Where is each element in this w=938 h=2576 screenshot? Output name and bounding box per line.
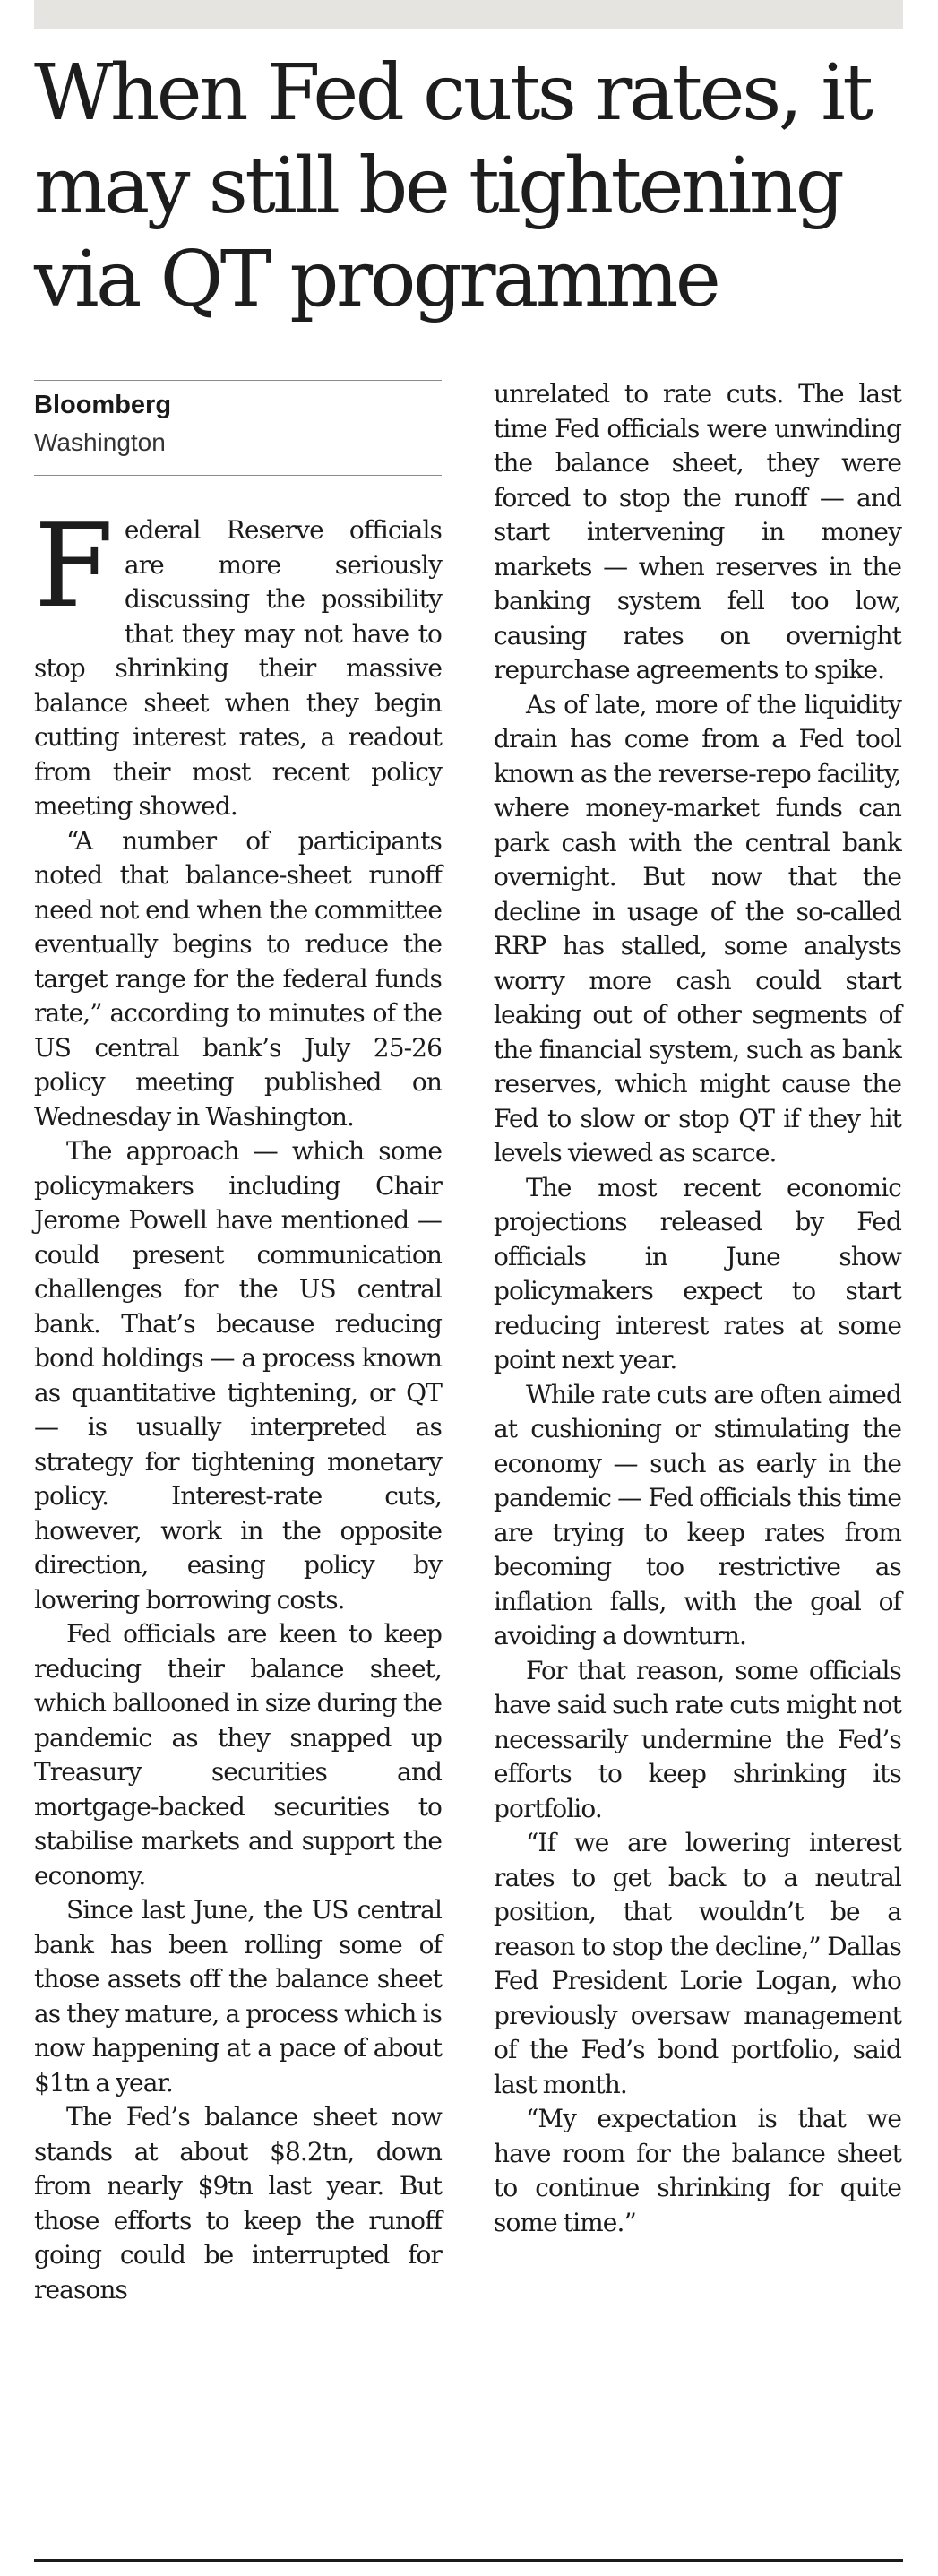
article-paragraph [34, 500, 442, 824]
article-paragraph: As of late, more of the liquidity drain has come from a Fed tool known as the reverse-repo facility, where money-market funds can park cash with the central bank overnight. But now that the decline in usage of the so-called RRP has stalled, some analysts worry more cash could start leaking out of other segments of the financial system, such as bank reserves, which might cause the Fed to slow or stop QT if they hit levels viewed as scarce. [494, 689, 901, 1167]
article-paragraph: The most recent economic projections released by Fed officials in June show policymakers expect to start reducing interest rates at some point next year. [494, 1172, 901, 1374]
article-paragraph: “A number of participants noted that balance-sheet runoff need not end when the committee eventually begins to reduce the target range for the federal funds rate,” according to minutes of the US central bank’s July 25-26 policy meeting published on Wednesday in Washington. [34, 825, 442, 1132]
byline-rule-top [34, 380, 442, 381]
article-paragraph-continued: unrelated to rate cuts. The last time Fed officials were unwinding the balance sheet, they were forced to stop the runoff — and start intervening in money markets — when reserves in the banking system fell too low, causing rates on overnight repurchase agreements to spike. [494, 379, 901, 685]
article-column-left [34, 500, 442, 2307]
article-paragraph: For that reason, some officials have said such rate cuts might not necessarily undermine the Fed’s efforts to keep shrinking its portfolio. [494, 1655, 901, 1823]
drop-cap: F [34, 500, 114, 633]
article-paragraph: “If we are lowering interest rates to get back to a neutral position, that wouldn’t be a reason to stop the decline,” Dallas Fed President Lorie Logan, who previously oversaw management of the Fed’s bond portfolio, said last month. [494, 1828, 901, 2099]
byline-location: Washington [34, 428, 166, 456]
article-paragraph: The Fed’s balance sheet now stands at about $8.2tn, down from nearly $9tn last year. But those efforts to keep the runoff going could be interrupted for reasons [34, 2102, 442, 2305]
byline-rule-bottom [34, 475, 442, 476]
article-paragraph: While rate cuts are often aimed at cushioning or stimulating the economy — such as early in the pandemic — Fed officials this time are trying to keep rates from becoming too restrictive as inflation falls, with the goal of avoiding a downturn. [494, 1379, 901, 1650]
headline-line: When Fed cuts rates, it [34, 48, 871, 138]
article-column-right [494, 377, 901, 2240]
article-paragraph: “My expectation is that we have room for the balance sheet to continue shrinking for quite some time.” [494, 2104, 901, 2237]
top-band [34, 0, 903, 29]
article-paragraph: Since last June, the US central bank has been rolling some of those assets off the balance sheet as they mature, a process which is now happening at a pace of about $1tn a year. [34, 1895, 442, 2098]
first-paragraph-text: ederal Reserve officials are more seriously discussing the possibility that they may not have to stop shrinking their massive balance sheet when they begin cutting interest rates, a readout from their most recent policy meeting showed. [34, 515, 442, 821]
byline-source: Bloomberg [34, 391, 172, 419]
headline-line: may still be tightening [34, 142, 842, 231]
article-paragraph: Fed officials are keen to keep reducing their balance sheet, which ballooned in size during the pandemic as they snapped up Treasury securities and mortgage-backed securities to stabilise markets and support the economy. [34, 1619, 442, 1891]
article-headline [34, 47, 903, 326]
headline-line: via QT programme [34, 235, 719, 324]
article-paragraph: The approach — which some policymakers including Chair Jerome Powell have mentioned — could present communication challenges for the US central bank. That’s because reducing bond holdings — a process known as quantitative tightening, or QT — is usually interpreted as strategy for tightening monetary policy. Interest-rate cuts, however, work in the opposite direction, easing policy by lowering borrowing costs. [34, 1136, 442, 1615]
bottom-rule [34, 2559, 903, 2562]
